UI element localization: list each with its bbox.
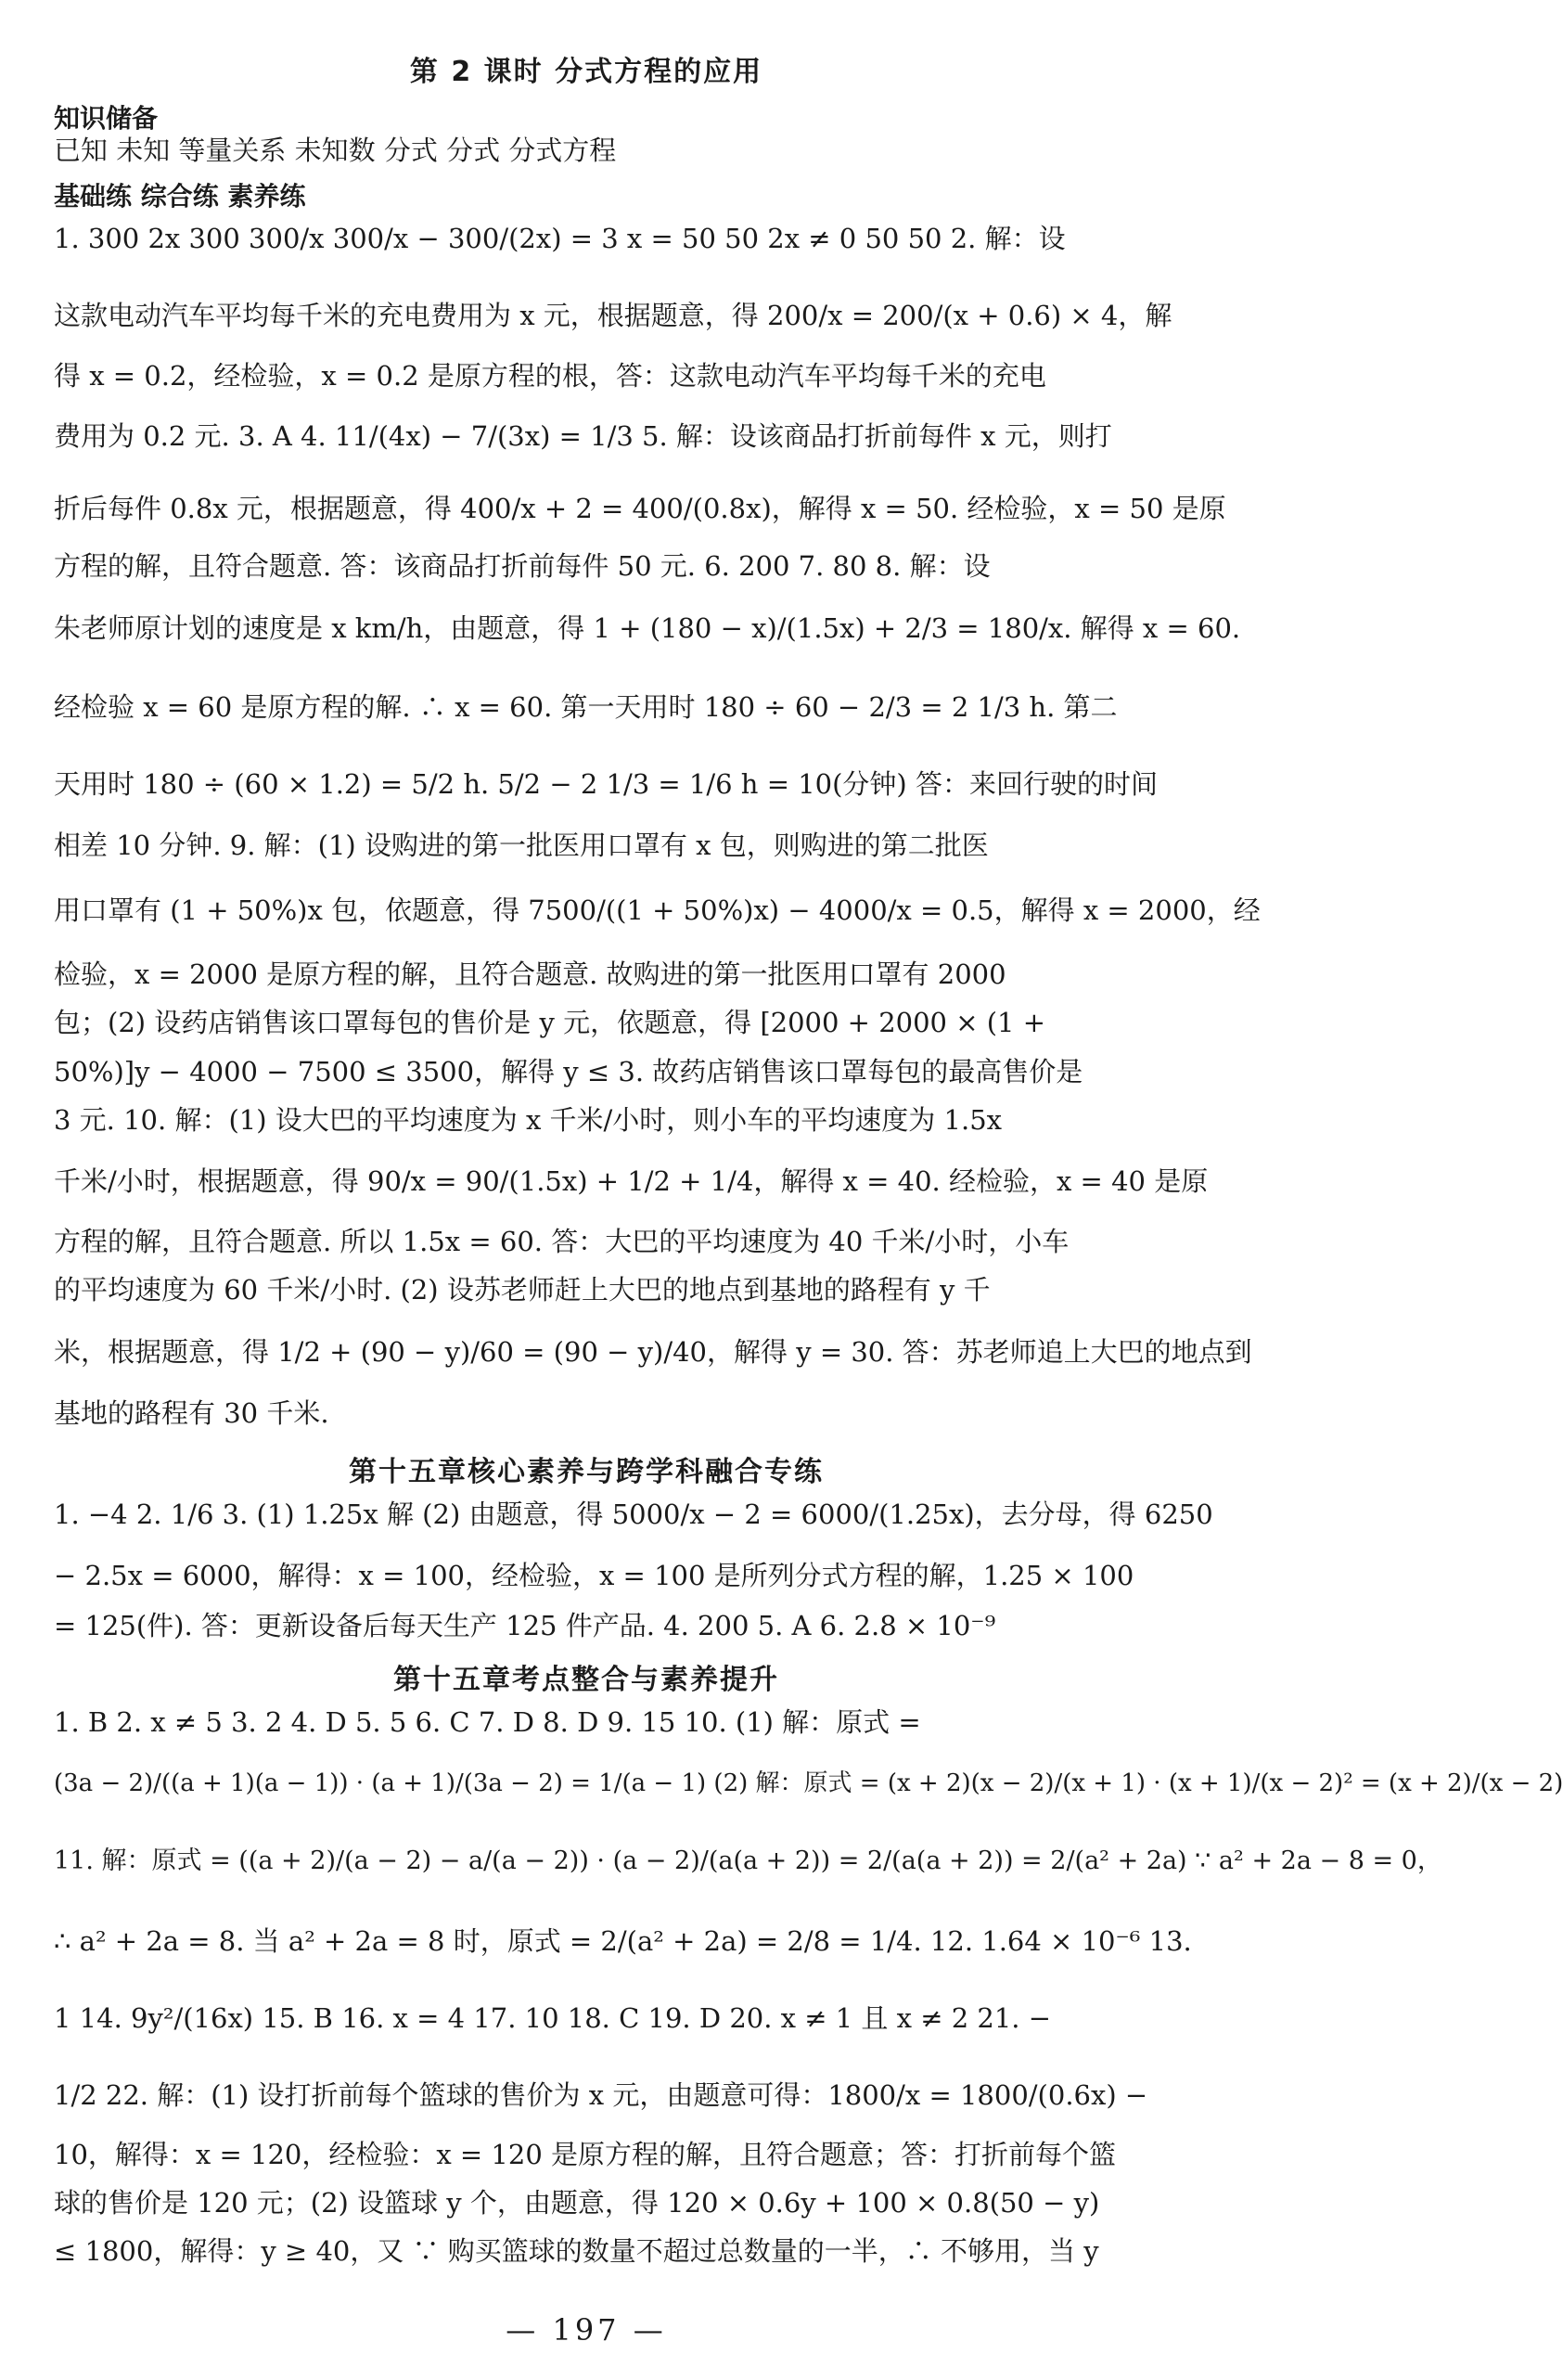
answer-line: 1/2 22. 解：(1) 设打折前每个篮球的售价为 x 元，由题意可得：1800/x = 1800/(0.6x) − — [54, 2079, 1148, 2111]
answer-line: − 2.5x = 6000，解得：x = 100，经检验，x = 100 是所列分式方程的解，1.25 × 100 — [54, 1560, 1134, 1591]
answer-line: 包；(2) 设药店销售该口罩每包的售价是 y 元，依题意，得 [2000 + 2000 × (1 + — [54, 1007, 1046, 1038]
answer-line: 1. B 2. x ≠ 5 3. 2 4. D 5. 5 6. C 7. D 8. D 9. 15 10. (1) 解：原式 = — [54, 1706, 921, 1738]
answer-line: 费用为 0.2 元. 3. A 4. 11/(4x) − 7/(3x) = 1/3 5. 解：设该商品打折前每件 x 元，则打 — [54, 420, 1112, 452]
answer-line: ≤ 1800，解得：y ≥ 40，又 ∵ 购买篮球的数量不超过总数量的一半，∴ 不够用，当 y — [54, 2235, 1099, 2267]
answer-line: 的平均速度为 60 千米/小时. (2) 设苏老师赶上大巴的地点到基地的路程有 y 千 — [54, 1274, 991, 1306]
answer-line: 50%)]y − 4000 − 7500 ≤ 3500，解得 y ≤ 3. 故药店销售该口罩每包的最高售价是 — [54, 1056, 1083, 1087]
answer-line: 1. 300 2x 300 300/x 300/x − 300/(2x) = 3 x = 50 50 2x ≠ 0 50 50 2. 解：设 — [54, 223, 1066, 254]
answer-line: 折后每件 0.8x 元，根据题意，得 400/x + 2 = 400/(0.8x)，解得 x = 50. 经检验，x = 50 是原 — [54, 493, 1226, 524]
practice-label: 基础练 综合练 素养练 — [54, 181, 306, 212]
page-number: — 197 — — [506, 2312, 667, 2348]
answer-line: 用口罩有 (1 + 50%)x 包，依题意，得 7500/((1 + 50%)x) − 4000/x = 0.5，解得 x = 2000，经 — [54, 894, 1261, 926]
answer-line: 11. 解：原式 = ((a + 2)/(a − 2) − a/(a − 2)) · (a − 2)/(a(a + 2)) = 2/(a(a + 2)) = 2/(a² + 2a) ∵ a² + 2a − 8 = 0， — [54, 1846, 1442, 1875]
answer-line: 1 14. 9y²/(16x) 15. B 16. x = 4 17. 10 18. C 19. D 20. x ≠ 1 且 x ≠ 2 21. − — [54, 2002, 1052, 2034]
lesson-title: 第 2 课时 分式方程的应用 — [409, 56, 763, 88]
answer-line: 得 x = 0.2，经检验，x = 0.2 是原方程的根，答：这款电动汽车平均每千米的充电 — [54, 360, 1046, 392]
section-title: 第十五章核心素养与跨学科融合专练 — [349, 1456, 824, 1488]
answer-line: = 125(件). 答：更新设备后每天生产 125 件产品. 4. 200 5. A 6. 2.8 × 10⁻⁹ — [54, 1610, 996, 1641]
answer-line: (3a − 2)/((a + 1)(a − 1)) · (a + 1)/(3a − 2) = 1/(a − 1) (2) 解：原式 = (x + 2)(x − 2)/(x + 1) · (x + 1)/(x − 2)² = (x + 2)/(x − 2) — [54, 1769, 1563, 1797]
answer-line: 方程的解，且符合题意. 所以 1.5x = 60. 答：大巴的平均速度为 40 千米/小时，小车 — [54, 1226, 1070, 1257]
answer-line: 球的售价是 120 元；(2) 设篮球 y 个，由题意，得 120 × 0.6y + 100 × 0.8(50 − y) — [54, 2187, 1100, 2219]
answer-line: 米，根据题意，得 1/2 + (90 − y)/60 = (90 − y)/40，解得 y = 30. 答：苏老师追上大巴的地点到 — [54, 1336, 1252, 1368]
answer-line: 3 元. 10. 解：(1) 设大巴的平均速度为 x 千米/小时，则小车的平均速度为 1.5x — [54, 1104, 1002, 1136]
answer-line: 1. −4 2. 1/6 3. (1) 1.25x 解 (2) 由题意，得 5000/x − 2 = 6000/(1.25x)，去分母，得 6250 — [54, 1499, 1213, 1530]
answer-line: 朱老师原计划的速度是 x km/h，由题意，得 1 + (180 − x)/(1.5x) + 2/3 = 180/x. 解得 x = 60. — [54, 612, 1241, 644]
section-title: 第十五章考点整合与素养提升 — [393, 1664, 779, 1696]
knowledge-label: 知识储备 — [54, 103, 159, 134]
answer-line: 方程的解，且符合题意. 答：该商品打折前每件 50 元. 6. 200 7. 80 8. 解：设 — [54, 550, 991, 582]
answer-line: ∴ a² + 2a = 8. 当 a² + 2a = 8 时，原式 = 2/(a² + 2a) = 2/8 = 1/4. 12. 1.64 × 10⁻⁶ 13. — [54, 1925, 1192, 1957]
answer-line: 经检验 x = 60 是原方程的解. ∴ x = 60. 第一天用时 180 ÷ 60 − 2/3 = 2 1/3 h. 第二 — [54, 691, 1118, 723]
answer-line: 10，解得：x = 120，经检验：x = 120 是原方程的解，且符合题意；答：打折前每个篮 — [54, 2139, 1117, 2170]
answer-line: 天用时 180 ÷ (60 × 1.2) = 5/2 h. 5/2 − 2 1/3 = 1/6 h = 10(分钟) 答：来回行驶的时间 — [54, 768, 1158, 800]
knowledge-line: 已知 未知 等量关系 未知数 分式 分式 分式方程 — [54, 135, 617, 166]
answer-line: 千米/小时，根据题意，得 90/x = 90/(1.5x) + 1/2 + 1/4，解得 x = 40. 经检验，x = 40 是原 — [54, 1165, 1209, 1197]
answer-line: 这款电动汽车平均每千米的充电费用为 x 元，根据题意，得 200/x = 200/(x + 0.6) × 4，解 — [54, 300, 1172, 331]
answer-line: 检验，x = 2000 是原方程的解，且符合题意. 故购进的第一批医用口罩有 2000 — [54, 958, 1006, 990]
answer-line: 相差 10 分钟. 9. 解：(1) 设购进的第一批医用口罩有 x 包，则购进的第二批医 — [54, 830, 989, 861]
answer-line: 基地的路程有 30 千米. — [54, 1397, 329, 1429]
